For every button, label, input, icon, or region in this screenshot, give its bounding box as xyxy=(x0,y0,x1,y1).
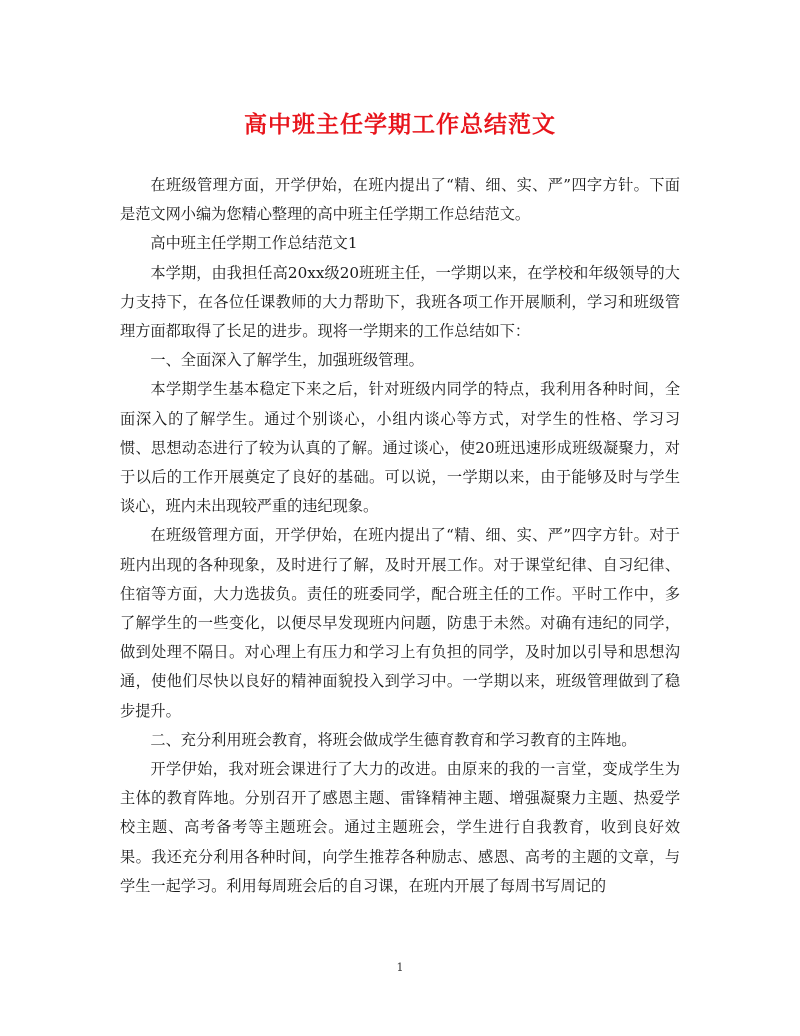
body-paragraph: 本学期学生基本稳定下来之后，针对班级内同学的特点，我利用各种时间，全面深入的了解学生。通过个别谈心，小组内谈心等方式，对学生的性格、学习习惯、思想动态进行了较为认真的了解。通过谈心，使20班迅速形成班级凝聚力，对于以后的工作开展奠定了良好的基础。可以说，一学期以来，由于能够及时与学生谈心，班内未出现较严重的违纪现象。 xyxy=(120,380,680,516)
body-paragraph: 开学伊始，我对班会课进行了大力的改进。由原来的我的一言堂，变成学生为主体的教育阵地。分别召开了感恩主题、雷锋精神主题、增强凝聚力主题、热爱学校主题、高考备考等主题班会。通过主题班会，学生进行自我教育，收到良好效果。我还充分利用各种时间，向学生推荐各种励志、感恩、高考的主题的文章，与学生一起学习。利用每周班会后的自习课，在班内开展了每周书写周记的 xyxy=(120,760,680,895)
section-heading-1: 一、全面深入了解学生，加强班级管理。 xyxy=(150,351,424,370)
document-body xyxy=(120,171,680,901)
intro-paragraph: 在班级管理方面，开学伊始，在班内提出了“精、细、实、严”四字方针。下面是范文网小编为您精心整理的高中班主任学期工作总结范文。 xyxy=(120,176,680,224)
body-paragraph: 本学期，由我担任高20xx级20班班主任，一学期以来，在学校和年级领导的大力支持下，在各位任课教师的大力帮助下，我班各项工作开展顺利，学习和班级管理方面都取得了长足的进步。现将一学期来的工作总结如下： xyxy=(120,263,680,341)
document-title: 高中班主任学期工作总结范文 xyxy=(244,111,556,138)
section-heading-2: 二、充分利用班会教育，将班会做成学生德育教育和学习教育的主阵地。 xyxy=(150,730,637,749)
page-number: 1 xyxy=(396,961,404,974)
body-paragraph: 在班级管理方面，开学伊始，在班内提出了“精、细、实、严”四字方针。对于班内出现的各种现象，及时进行了解，及时开展工作。对于课堂纪律、自习纪律、住宿等方面，大力选拔负。责任的班委同学，配合班主任的工作。平时工作中，多了解学生的一些变化，以便尽早发现班内问题，防患于未然。对确有违纪的同学，做到处理不隔日。对心理上有压力和学习上有负担的同学，及时加以引导和思想沟通，使他们尽快以良好的精神面貌投入到学习中。一学期以来，班级管理做到了稳步提升。 xyxy=(120,526,680,720)
sample-heading: 高中班主任学期工作总结范文1 xyxy=(150,234,358,253)
